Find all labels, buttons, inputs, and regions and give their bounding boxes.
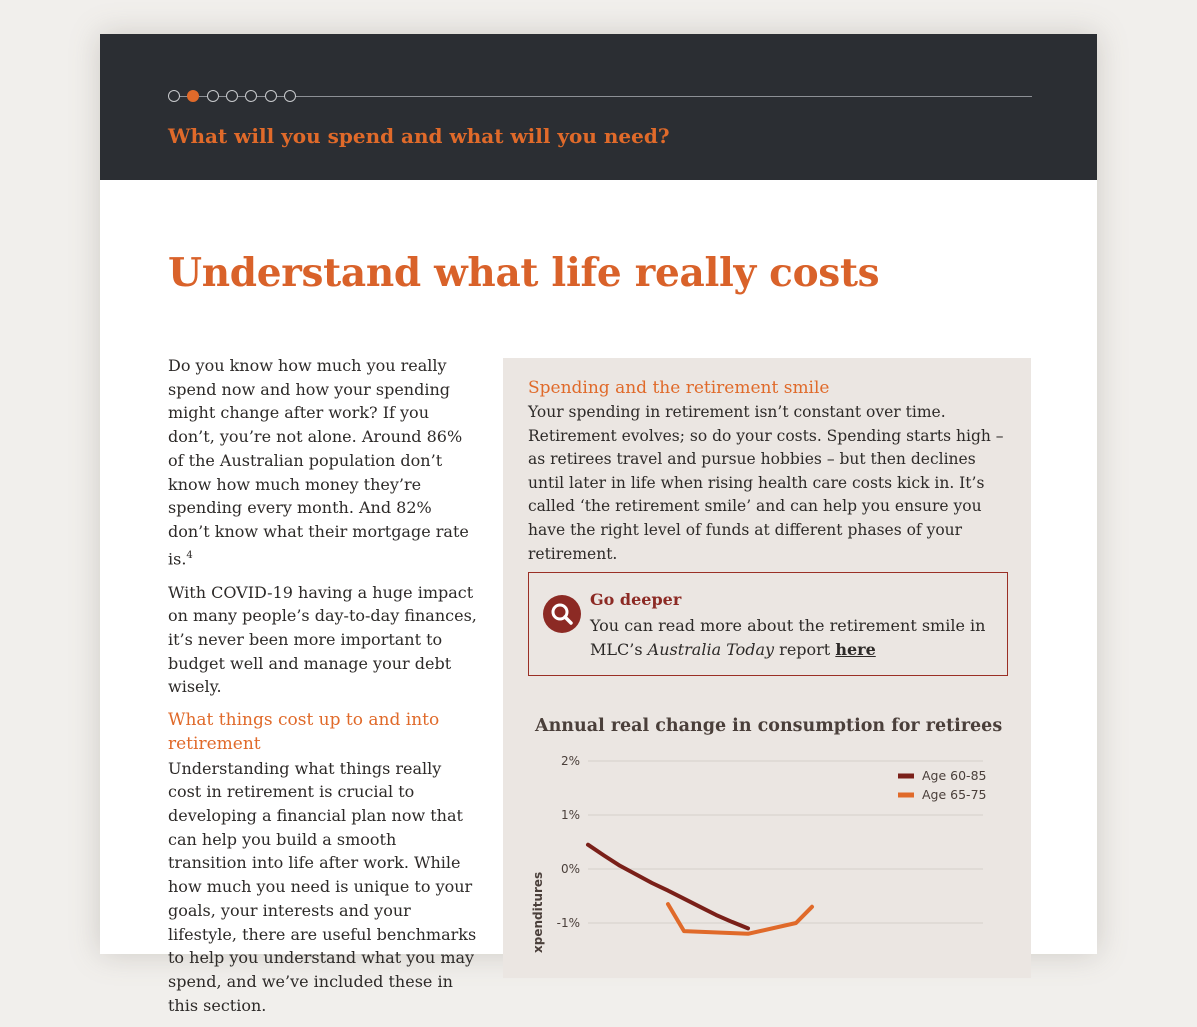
page-header — [100, 34, 1097, 180]
costs-paragraph: Understanding what things really cost in retirement is crucial to developing a financial plan now that can help you build a smooth transition into life after work. While how much you need is unique to your goals, your interests and your lifestyle, there are useful benchmarks to help you understand what you may spend, and we’ve included these in this section. — [168, 758, 477, 1015]
retirement-smile-panel — [503, 358, 1031, 978]
intro-paragraph: Do you know how much you really spend now and how your spending might change after work? If you don’t, you’re not alone. Around 86% of the Australian population don’t know how much money they’re spending every month. And 82% don’t know what their mortgage rate is.$^4$ — [168, 356, 469, 568]
progress-dot — [226, 90, 238, 102]
go-deeper-callout — [528, 572, 1008, 676]
covid-paragraph: With COVID-19 having a huge impact on many people’s day-to-day finances, it’s never been more important to budget well and manage your debt wisely. — [168, 582, 477, 697]
progress-line — [174, 96, 1032, 97]
series-line — [668, 904, 812, 934]
chart-title: Annual real change in consumption for retirees — [535, 716, 1003, 736]
progress-dot — [187, 90, 199, 102]
legend-label: Age 60-85 — [922, 768, 987, 783]
search-icon — [543, 595, 581, 633]
progress-dot — [284, 90, 296, 102]
progress-dot — [168, 90, 180, 102]
callout-title: Go deeper — [590, 590, 682, 609]
document-page — [100, 34, 1097, 1015]
panel-title: Spending and the retirement smile — [528, 378, 830, 398]
panel-body: Your spending in retirement isn’t constant over time. Retirement evolves; so do your costs. Spending starts high – as retirees travel and pursue hobbies – but then declines until later in life when rising health care costs kick in. It’s called ‘the retirement smile’ and can help you ensure you have the right level of funds at different phases of your retirement. — [528, 403, 1004, 563]
report-link[interactable]: here — [835, 640, 876, 659]
left-column — [168, 354, 478, 1027]
legend-label: Age 65-75 — [922, 787, 987, 802]
progress-dot — [265, 90, 277, 102]
y-tick-label: 0% — [560, 862, 580, 876]
y-tick-label: 2% — [560, 754, 580, 768]
footnote-marker: 4 — [186, 549, 193, 561]
progress-dot — [245, 90, 257, 102]
page-title: Understand what life really costs — [168, 250, 880, 296]
y-tick-label: -1% — [556, 916, 580, 930]
series-line — [588, 845, 748, 929]
y-axis-label: xpenditures — [531, 871, 545, 953]
y-tick-label: 1% — [560, 808, 580, 822]
progress-indicator — [168, 89, 1032, 103]
consumption-chart — [528, 753, 1008, 983]
section-title: What will you spend and what will you need? — [168, 124, 670, 148]
callout-text: You can read more about the retirement smile in MLC’s Australia Today report here — [590, 616, 986, 659]
left-subheading: What things cost up to and into retirement — [168, 710, 440, 754]
report-name: Australia Today — [647, 640, 775, 659]
progress-dot — [207, 90, 219, 102]
